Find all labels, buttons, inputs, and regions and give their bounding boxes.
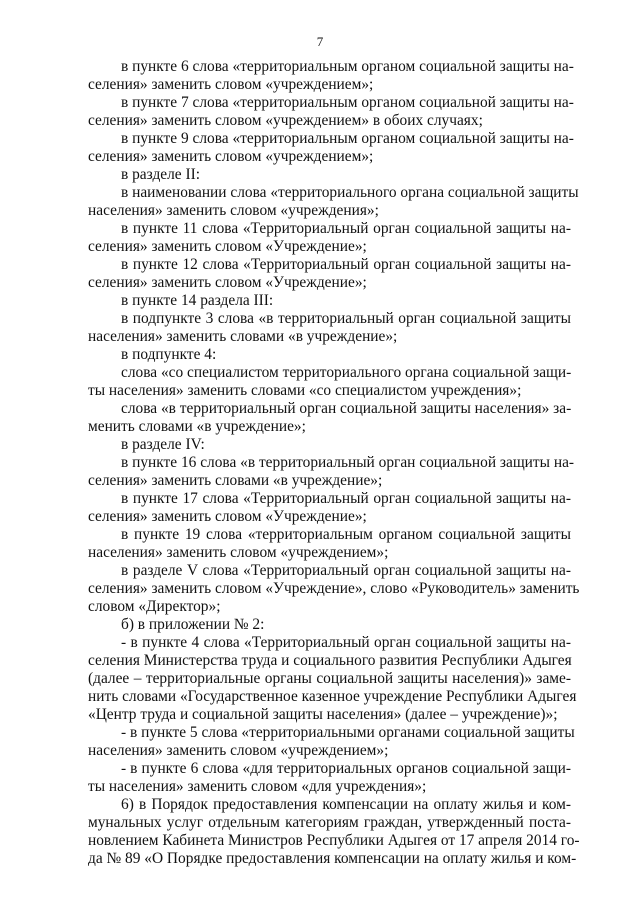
page-number: 7 xyxy=(316,34,324,49)
text-line: да № 89 «О Порядке предоставления компенсации на оплату жилья и ком- xyxy=(88,850,577,867)
text-line: селения» заменить словами «в учреждение»; xyxy=(88,472,383,489)
text-line: в пункте 6 слова «территориальным органом социальной защиты на- xyxy=(121,58,574,75)
text-line: в пункте 16 слова «в территориальный орган социальной защиты на- xyxy=(121,454,575,471)
text-line: «Центр труда и социальной защиты населения» (далее – учреждение)»; xyxy=(88,706,558,723)
text-line: - в пункте 4 слова «Территориальный орган социальной защиты на- xyxy=(121,634,571,651)
text-line: селения» заменить словом «учреждением» в обоих случаях; xyxy=(88,112,483,129)
text-line: 6) в Порядок предоставления компенсации на оплату жилья и ком- xyxy=(121,796,571,813)
text-line: ты населения» заменить словами «со специалистом учреждения»; xyxy=(88,382,522,399)
text-line: в разделе IV: xyxy=(121,436,205,453)
text-line: в пункте 17 слова «Территориальный орган социальной защиты на- xyxy=(121,490,571,507)
text-line: селения» заменить словом «Учреждение»; xyxy=(88,238,367,255)
text-line: слова «в территориальный орган социальной защиты населения» за- xyxy=(121,400,572,417)
text-line: нить словами «Государственное казенное учреждение Республики Адыгея xyxy=(88,688,577,705)
text-line: в пункте 12 слова «Территориальный орган социальной защиты на- xyxy=(121,256,571,273)
text-line: селения» заменить словом «Учреждение»; xyxy=(88,274,367,291)
text-line: населения» заменить словом «учреждения»; xyxy=(88,202,379,219)
text-line: (далее – территориальные органы социальной защиты населения)» заме- xyxy=(88,670,571,687)
text-line: слова «со специалистом территориального органа социальной защи- xyxy=(121,364,572,381)
text-line: в разделе V слова «Территориальный орган социальной защиты на- xyxy=(121,562,571,579)
text-line: в пункте 11 слова «Территориальный орган социальной защиты на- xyxy=(121,220,571,237)
text-line: населения» заменить словами «в учреждение»; xyxy=(88,328,398,345)
text-line: селения» заменить словом «учреждением»; xyxy=(88,148,374,165)
text-line: населения» заменить словом «учреждением»; xyxy=(88,742,389,759)
text-line: менить словами «в учреждение»; xyxy=(88,418,306,435)
text-line: в пункте 14 раздела III: xyxy=(121,292,274,309)
text-line: в разделе II: xyxy=(121,166,200,183)
document-body xyxy=(88,58,580,868)
text-line: - в пункте 6 слова «для территориальных органов социальной защи- xyxy=(121,760,571,777)
text-line: мунальных услуг отдельным категориям граждан, утвержденный поста- xyxy=(88,814,571,831)
text-line: - в пункте 5 слова «территориальными органами социальной защиты xyxy=(121,724,575,741)
text-line: в подпункте 4: xyxy=(121,346,217,363)
text-line: селения» заменить словом «Учреждение», слово «Руководитель» заменить xyxy=(88,580,580,597)
text-line: ты населения» заменить словом «для учреждения»; xyxy=(88,778,427,795)
text-line: селения» заменить словом «Учреждение»; xyxy=(88,508,367,525)
text-line: селения Министерства труда и социального развития Республики Адыгея xyxy=(88,652,572,669)
text-line: в подпункте 3 слова «в территориальный орган социальной защиты xyxy=(121,310,571,327)
text-line: в пункте 7 слова «территориальным органом социальной защиты на- xyxy=(121,94,574,111)
text-line: словом «Директор»; xyxy=(88,598,221,615)
text-line: в пункте 19 слова «территориальным органом социальной защиты xyxy=(121,526,571,543)
text-line: в наименовании слова «территориального органа социальной защиты xyxy=(121,184,579,201)
text-line: населения» заменить словом «учреждением»; xyxy=(88,544,389,561)
text-line: новлением Кабинета Министров Республики Адыгея от 17 апреля 2014 го- xyxy=(88,832,580,849)
text-line: селения» заменить словом «учреждением»; xyxy=(88,76,374,93)
text-line: в пункте 9 слова «территориальным органом социальной защиты на- xyxy=(121,130,574,147)
text-line: б) в приложении № 2: xyxy=(121,616,265,633)
